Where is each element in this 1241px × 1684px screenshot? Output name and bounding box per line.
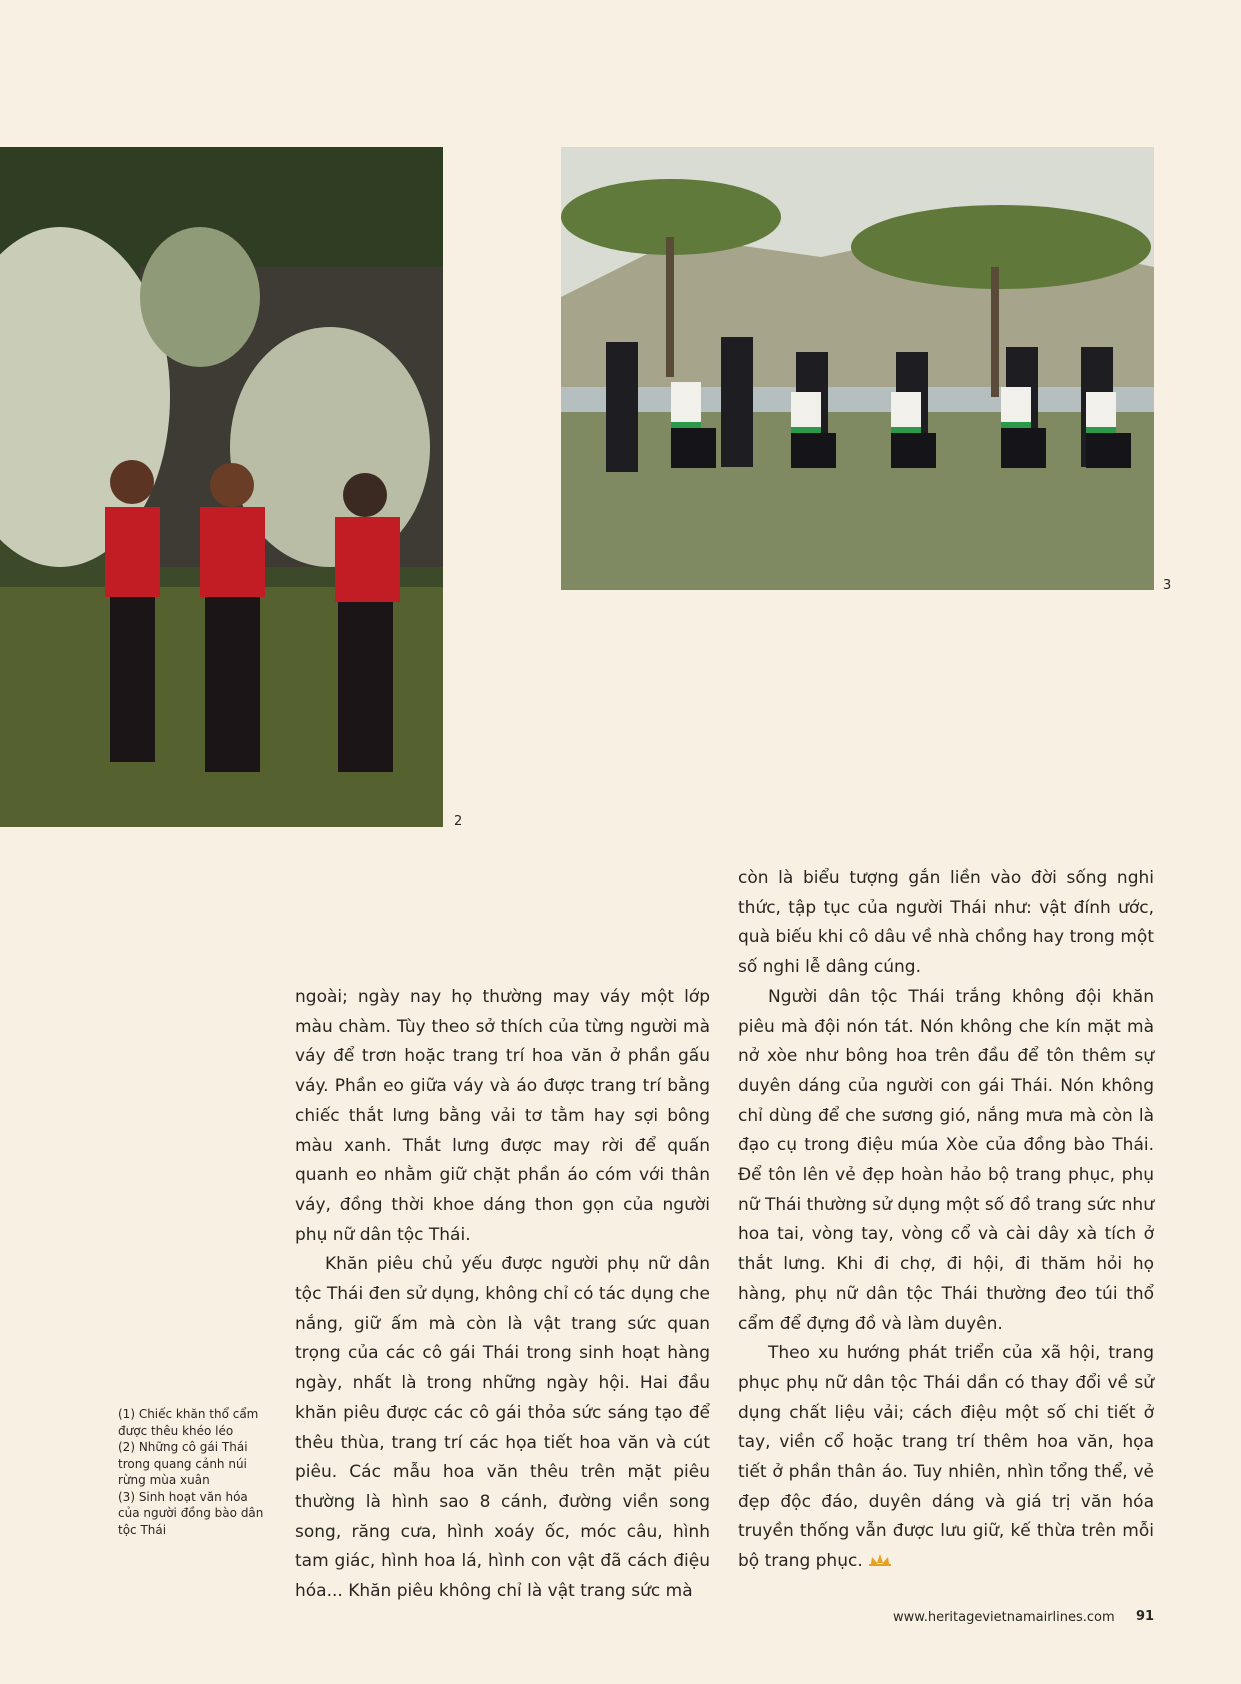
article-paragraph: Khăn piêu chủ yếu được người phụ nữ dân tộc Thái đen sử dụng, không chỉ có tác dụng che nắng, giữ ấm mà còn là vật trang sức quan trọng của các cô gái Thái trong sinh hoạt hàng ngày, nhất là trong những ngày hội. Hai đầu khăn piêu được các cô gái thỏa sức sáng tạo để thêu thùa, trang trí các họa tiết hoa văn và cút piêu. Các mẫu hoa văn thêu trên mặt piêu thường là hình sao 8 cánh, đường viền song song, răng cưa, hình xoáy ốc, móc câu, hình tam giác, hình hoa lá, hình con vật đã cách điệu hóa... Khăn piêu không chỉ là vật trang sức mà xyxy=(295,1254,710,1602)
article-column-right xyxy=(738,864,1154,1577)
photo-number-3: 3 xyxy=(1163,578,1172,593)
article-paragraph-text: Theo xu hướng phát triển của xã hội, trang phục phụ nữ dân tộc Thái dần có thay đổi về sử dụng chất liệu vải; cách điệu một số chi tiết ở tay, viền cổ hoặc trang trí thêm hoa văn, họa tiết ở phần thân áo. Tuy nhiên, nhìn tổng thể, vẻ đẹp độc đáo, duyên dáng và giá trị văn hóa truyền thống vẫn được lưu giữ, kế thừa trên mỗi bộ trang phục. xyxy=(738,1343,1154,1572)
footer-website-url: www.heritagevietnamairlines.com xyxy=(893,1610,1115,1625)
photo-cultural-dance xyxy=(561,147,1154,590)
photo-number-2: 2 xyxy=(454,814,463,829)
page-number: 91 xyxy=(1136,1609,1155,1624)
article-paragraph: ngoài; ngày nay họ thường may váy một lớp màu chàm. Tùy theo sở thích của từng người mà váy để trơn hoặc trang trí hoa văn ở phần gấu váy. Phần eo giữa váy và áo được trang trí bằng chiếc thắt lưng bằng vải tơ tằm hay sợi bông màu xanh. Thắt lưng được may rời để quấn quanh eo nhằm giữ chặt phần áo cóm với thân váy, đồng thời khoe dáng thon gọn của người phụ nữ dân tộc Thái. xyxy=(295,987,710,1245)
caption-3: (3) Sinh hoạt văn hóa của người đồng bào dân tộc Thái xyxy=(118,1489,264,1537)
caption-1: (1) Chiếc khăn thổ cẩm được thêu khéo léo xyxy=(118,1407,259,1438)
article-paragraph: còn là biểu tượng gắn liền vào đời sống nghi thức, tập tục của người Thái như: vật đính ước, quà biếu khi cô dâu về nhà chồng hay trong một số nghi lễ dâng cúng. xyxy=(738,868,1154,978)
photo-captions xyxy=(118,1406,268,1538)
article-paragraph: Người dân tộc Thái trắng không đội khăn piêu mà đội nón tát. Nón không che kín mặt mà nở xòe như bông hoa trên đầu để tôn thêm sự duyên dáng của người con gái Thái. Nón không chỉ dùng để che sương gió, nắng mưa mà còn là đạo cụ trong điệu múa Xòe của đồng bào Thái. Để tôn lên vẻ đẹp hoàn hảo bộ trang phục, phụ nữ Thái thường sử dụng một số đồ trang sức như hoa tai, vòng tay, vòng cổ và cài dây xà tích ở thắt lưng. Khi đi chợ, đi hội, đi thăm hỏi họ hàng, phụ nữ dân tộc Thái thường đeo túi thổ cẩm để đựng đồ và làm duyên. xyxy=(738,986,1154,1334)
article-column-middle xyxy=(295,983,710,1607)
caption-2: (2) Những cô gái Thái trong quang cảnh núi rừng mùa xuân xyxy=(118,1440,248,1487)
photo-thai-women-spring xyxy=(0,147,443,827)
photo-cultural-dance-image xyxy=(561,147,1154,590)
photo-thai-women-spring-image xyxy=(0,147,443,827)
article-paragraph-final xyxy=(738,1339,1154,1577)
lotus-icon xyxy=(867,1553,893,1567)
